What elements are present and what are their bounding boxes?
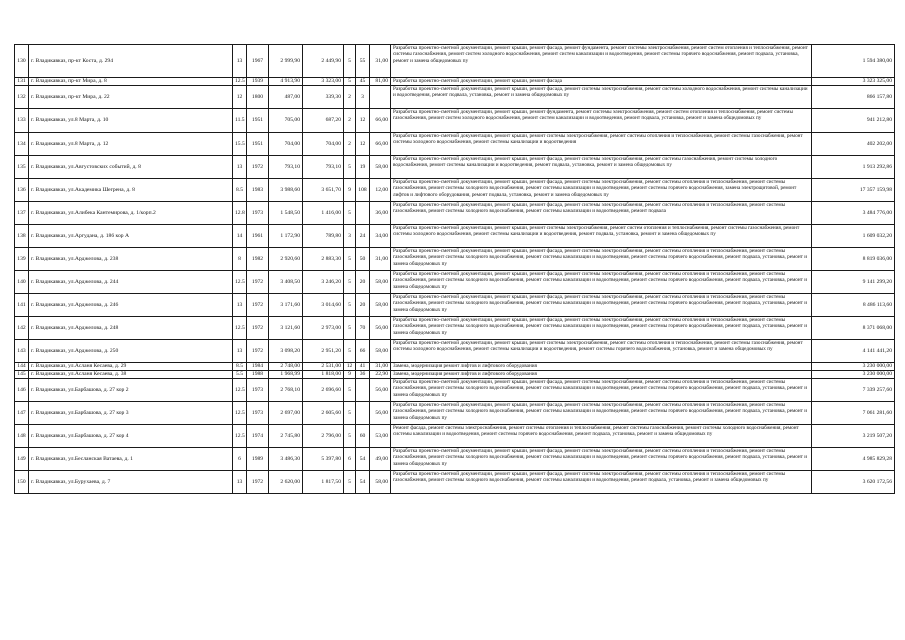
total-area-cell: 704,00	[269, 133, 303, 156]
living-area-cell: 704,00	[303, 133, 344, 156]
row-number-cell: 135	[15, 156, 29, 179]
row-number-cell: 149	[15, 448, 29, 471]
floors-cell: 5	[344, 156, 356, 179]
residents-cell: 58,00	[370, 156, 391, 179]
table-row	[15, 248, 895, 271]
work-types-cell: Разработка проектно-сметной документации, ремонт крыши, ремонт фасада, ремонт системы электроснабжения, ремонт системы отопления и теплоснабжения, ремонт системы газоснабжения, ремонт системы холодного водоснабжения, ремонт системы канализации и водоотведения, ремонт системы горячего водоснабжения, ремонт подвала, установка, ремонт и замена общедомовых пу	[391, 448, 812, 471]
address-cell: г. Владикавказ, ул.Арджелова, д. 246	[29, 294, 233, 317]
address-cell: г. Владикавказ, пр-кт Коста, д. 294	[29, 45, 233, 78]
total-area-cell: 2 745,80	[269, 425, 303, 448]
build-year-cell: 1988	[247, 371, 269, 379]
col-a-cell: 8	[233, 248, 247, 271]
total-area-cell: 2 920,60	[269, 248, 303, 271]
apartments-cell	[356, 202, 370, 225]
cost-cell: 9 141 299,20	[812, 271, 895, 294]
cost-cell: 8 371 068,00	[812, 317, 895, 340]
row-number-cell: 133	[15, 109, 29, 133]
apartments-cell: 41	[356, 363, 370, 371]
build-year-cell: 1972	[247, 156, 269, 179]
table-row	[15, 202, 895, 225]
address-cell: г. Владикавказ, ул.Арджелова, д. 250	[29, 340, 233, 363]
apartments-cell: 54	[356, 448, 370, 471]
floors-cell: 6	[344, 448, 356, 471]
work-types-cell: Разработка проектно-сметной документации, ремонт крыши, ремонт системы электроснабжения, ремонт системы отопления и теплоснабжения, ремонт системы газоснабжения, ремонт системы холодного водоснабжения, ремонт системы канализации и водоотведения, ремонт системы горячего водоснабжения, установка, ремонт и замена общедомовых пу	[391, 340, 812, 363]
row-number-cell: 142	[15, 317, 29, 340]
residents-cell: 12,00	[370, 179, 391, 202]
apartments-cell: 70	[356, 317, 370, 340]
floors-cell: 5	[344, 294, 356, 317]
floors-cell: 12	[344, 363, 356, 371]
table-row	[15, 371, 895, 379]
work-types-cell: Разработка проектно-сметной документации, ремонт крыши, ремонт фасада, ремонт системы электроснабжения, ремонт системы отопления и теплоснабжения, ремонт системы газоснабжения, ремонт системы холодного водоснабжения, ремонт системы канализации и водоотведения, ремонт системы горячего водоснабжения, ремонт подвала, установка, ремонт и замена общедомовых пу	[391, 317, 812, 340]
cost-cell: 3 323 325,00	[812, 78, 895, 86]
total-area-cell: 2 748,00	[269, 363, 303, 371]
living-area-cell: 2 796,00	[303, 425, 344, 448]
total-area-cell: 2 620,00	[269, 471, 303, 494]
total-area-cell: 4 913,90	[269, 78, 303, 86]
residents-cell: 58,00	[370, 471, 391, 494]
col-a-cell: 12.5	[233, 317, 247, 340]
living-area-cell: 2 449,90	[303, 45, 344, 78]
total-area-cell: 2 768,10	[269, 379, 303, 402]
residents-cell: 58,00	[370, 294, 391, 317]
col-a-cell: 14	[233, 225, 247, 248]
living-area-cell: 3 014,60	[303, 294, 344, 317]
residents-cell: 58,00	[370, 340, 391, 363]
work-types-cell: Разработка проектно-сметной документации, ремонт крыши, ремонт фасада, ремонт системы электроснабжения, ремонт системы отопления и теплоснабжения, ремонт системы газоснабжения, ремонт системы холодного водоснабжения, ремонт системы канализации и водоотведения, ремонт системы горячего водоснабжения, ремонт подвала, установка, ремонт и замена общедомовых пу	[391, 402, 812, 425]
work-types-cell: Разработка проектно-сметной документации, ремонт крыши, ремонт фасада, ремонт системы электроснабжения, ремонт системы отопления и теплоснабжения, ремонт системы газоснабжения, ремонт системы холодного водоснабжения, ремонт системы канализации и водоотведения, ремонт подвала	[391, 202, 812, 225]
living-area-cell: 3 323,00	[303, 78, 344, 86]
row-number-cell: 139	[15, 248, 29, 271]
row-number-cell: 141	[15, 294, 29, 317]
col-a-cell: 8.5	[233, 363, 247, 371]
col-a-cell: 8.5	[233, 179, 247, 202]
table-row	[15, 363, 895, 371]
row-number-cell: 150	[15, 471, 29, 494]
work-types-cell: Разработка проектно-сметной документации, ремонт крыши, ремонт фасада, ремонт системы электроснабжения, ремонт системы отопления и теплоснабжения, ремонт системы газоснабжения, ремонт системы холодного водоснабжения, ремонт системы канализации и водоотведения, ремонт системы горячего водоснабжения, ремонт подвала, установка, ремонт и замена общедомовых пу	[391, 248, 812, 271]
residents-cell: 31,00	[370, 45, 391, 78]
residents-cell	[370, 86, 391, 109]
floors-cell: 5	[344, 45, 356, 78]
build-year-cell: 1973	[247, 379, 269, 402]
cost-cell: 8 819 036,00	[812, 248, 895, 271]
work-types-cell: Разработка проектно-сметной документации, ремонт крыши, ремонт фасада, ремонт системы электроснабжения, ремонт системы отопления и теплоснабжения, ремонт системы газоснабжения, ремонт системы холодного водоснабжения, ремонт системы канализации и водоотведения, ремонт системы горячего водоснабжения, ремонт подвала, установка, ремонт и замена общедомовых пу	[391, 379, 812, 402]
table-row	[15, 471, 895, 494]
work-types-cell: Разработка проектно-сметной документации, ремонт крыши, ремонт фундамента, ремонт системы электроснабжения, ремонт систем отопления и теплоснабжения, ремонт системы газоснабжения, ремонт систем холодного водоснабжения, ремонт систем канализации и водоотведения, ремонт подвала, установка, ремонт и замена общедомовых пу	[391, 109, 812, 133]
build-year-cell: 1983	[247, 179, 269, 202]
total-area-cell: 3 408,50	[269, 271, 303, 294]
floors-cell: 2	[344, 86, 356, 109]
work-types-cell: Разработка проектно-сметной документации, ремонт крыши, ремонт системы электроснабжения, ремонт систем отопления и теплоснабжения, ремонт системы газоснабжения, ремонт системы холодного водоснабжения, ремонт системы канализации и водоотведения, ремонт подвала, установка, ремонт и замена общедомовых пу	[391, 225, 812, 248]
row-number-cell: 147	[15, 402, 29, 425]
row-number-cell: 148	[15, 425, 29, 448]
col-a-cell: 12.5	[233, 271, 247, 294]
build-year-cell: 1974	[247, 425, 269, 448]
living-area-cell: 687,20	[303, 109, 344, 133]
floors-cell: 9	[344, 371, 356, 379]
total-area-cell: 3 121,60	[269, 317, 303, 340]
table-row	[15, 448, 895, 471]
residents-cell: 58,00	[370, 271, 391, 294]
address-cell: г. Владикавказ, ул.Аргудана, д. 186 кор А	[29, 225, 233, 248]
address-cell: г. Владикавказ, ул.Августовских событий, д. 8	[29, 156, 233, 179]
residents-cell: 66,00	[370, 109, 391, 133]
table-row	[15, 379, 895, 402]
living-area-cell: 1 818,00	[303, 371, 344, 379]
floors-cell: 5	[344, 271, 356, 294]
apartments-cell: 3	[356, 86, 370, 109]
build-year-cell: 1972	[247, 340, 269, 363]
table-row	[15, 156, 895, 179]
build-year-cell: 1951	[247, 133, 269, 156]
work-types-cell: Разработка проектно-сметной документации, ремонт крыши, ремонт фасада, ремонт системы электроснабжения, ремонт системы газоснабжения, ремонт системы холодного водоснабжения, ремонт системы канализации и водоотведения, ремонт подвала, установка, ремонт и замена общедомовых пу	[391, 156, 812, 179]
total-area-cell: 2 999,90	[269, 45, 303, 78]
table-row	[15, 78, 895, 86]
living-area-cell: 3 246,20	[303, 271, 344, 294]
build-year-cell: 1982	[247, 248, 269, 271]
table-row	[15, 45, 895, 78]
total-area-cell: 2 697,00	[269, 402, 303, 425]
row-number-cell: 130	[15, 45, 29, 78]
apartments-cell: 60	[356, 425, 370, 448]
col-a-cell: 12	[233, 86, 247, 109]
cost-cell: 4 985 829,28	[812, 448, 895, 471]
address-cell: г. Владикавказ, ул.Барбашова, д. 27 кор 3	[29, 402, 233, 425]
cost-cell: 4 141 441,20	[812, 340, 895, 363]
living-area-cell: 2 951,20	[303, 340, 344, 363]
living-area-cell: 1 817,50	[303, 471, 344, 494]
build-year-cell: 1951	[247, 109, 269, 133]
build-year-cell: 1972	[247, 294, 269, 317]
cost-cell: 1 609 032,20	[812, 225, 895, 248]
table-row	[15, 225, 895, 248]
col-a-cell: 12.8	[233, 202, 247, 225]
work-types-cell: Разработка проектно-сметной документации, ремонт крыши, ремонт системы электроснабжения, ремонт системы отопления и теплоснабжения, ремонт системы газоснабжения, ремонт системы холодного водоснабжения, ремонт системы канализации и водоотведения	[391, 133, 812, 156]
work-types-cell: Разработка проектно-сметной документации, ремонт крыши, ремонт фасада	[391, 78, 812, 86]
apartments-cell: 24	[356, 225, 370, 248]
address-cell: г. Владикавказ, ул.Академика Шегрена, д. 8	[29, 179, 233, 202]
residents-cell: 34,00	[370, 225, 391, 248]
table-row	[15, 402, 895, 425]
total-area-cell: 3 171,60	[269, 294, 303, 317]
floors-cell: 5	[344, 248, 356, 271]
residents-cell: 49,00	[370, 448, 391, 471]
work-types-cell: Разработка проектно-сметной документации, ремонт крыши, ремонт фасада, ремонт системы электроснабжения, ремонт системы отопления и теплоснабжения, ремонт системы газоснабжения, ремонт системы холодного водоснабжения, ремонт системы канализации и водоотведения, ремонт системы горячего водоснабжения, ремонт подвала, установка, ремонт и замена общедомовых пу	[391, 271, 812, 294]
work-types-cell: Замена, модернизация ремонт лифтов и лифтового оборудования	[391, 363, 812, 371]
row-number-cell: 131	[15, 78, 29, 86]
residents-cell: 36,00	[370, 202, 391, 225]
cost-cell: 17 357 159,98	[812, 179, 895, 202]
col-a-cell: 13	[233, 340, 247, 363]
residents-cell: 56,00	[370, 402, 391, 425]
build-year-cell: 1972	[247, 271, 269, 294]
living-area-cell: 5 397,80	[303, 448, 344, 471]
cost-cell: 3 620 172,56	[812, 471, 895, 494]
cost-cell: 866 157,80	[812, 86, 895, 109]
floors-cell: 5	[344, 202, 356, 225]
work-types-cell: Замена, модернизация ремонт лифтов и лифтового оборудования	[391, 371, 812, 379]
total-area-cell: 3 098,20	[269, 340, 303, 363]
apartments-cell: 19	[356, 156, 370, 179]
row-number-cell: 134	[15, 133, 29, 156]
cost-cell: 1 913 292,86	[812, 156, 895, 179]
build-year-cell: 1973	[247, 402, 269, 425]
cost-cell: 7 061 281,60	[812, 402, 895, 425]
work-types-cell: Ремонт фасада, ремонт системы электроснабжения, ремонт системы отопления и теплоснабжения, ремонт системы газоснабжения, ремонт системы холодного водоснабжения, ремонт системы канализации и водоотведения, ремонт системы горячего водоснабжения, ремонт подвала, установка, ремонт и замена общедомовых пу	[391, 425, 812, 448]
work-types-cell: Разработка проектно-сметной документации, ремонт крыши, ремонт фасада, ремонт системы электроснабжения, ремонт системы отопления и теплоснабжения, ремонт системы газоснабжения, ремонт системы холодного водоснабжения, ремонт системы канализации и водоотведения, ремонт подвала, установка, ремонт и замена общедомовых пу	[391, 471, 812, 494]
living-area-cell: 793,10	[303, 156, 344, 179]
residents-cell: 66,00	[370, 133, 391, 156]
floors-cell: 5	[344, 471, 356, 494]
residents-cell: 31,00	[370, 248, 391, 271]
build-year-cell: 1939	[247, 78, 269, 86]
apartments-cell: 55	[356, 45, 370, 78]
floors-cell: 5	[344, 78, 356, 86]
address-cell: г. Владикавказ, ул.Алибека Кантемирова, д. 1/корп.2	[29, 202, 233, 225]
address-cell: г. Владикавказ, ул.Арджелова, д. 244	[29, 271, 233, 294]
cost-cell: 1 594 380,00	[812, 45, 895, 78]
row-number-cell: 140	[15, 271, 29, 294]
col-a-cell: 11.5	[233, 109, 247, 133]
cost-cell: 402 202,00	[812, 133, 895, 156]
repair-program-table	[14, 44, 895, 494]
total-area-cell: 1 172,90	[269, 225, 303, 248]
address-cell: г. Владикавказ, ул.Асланя Кесаева, д. 29	[29, 363, 233, 371]
floors-cell: 9	[344, 179, 356, 202]
table-row	[15, 425, 895, 448]
row-number-cell: 132	[15, 86, 29, 109]
build-year-cell: 1973	[247, 202, 269, 225]
residents-cell: 81,00	[370, 78, 391, 86]
address-cell: г. Владикавказ, ул.Арджелова, д. 238	[29, 248, 233, 271]
living-area-cell: 2 605,60	[303, 402, 344, 425]
apartments-cell: 66	[356, 340, 370, 363]
living-area-cell: 2 883,30	[303, 248, 344, 271]
total-area-cell: 793,10	[269, 156, 303, 179]
build-year-cell: 1800	[247, 86, 269, 109]
work-types-cell: Разработка проектно-сметной документации, ремонт крыши, ремонт фасада, ремонт фундамента, ремонт системы электроснабжения, ремонт систем отопления и теплоснабжения, ремонт системы газоснабжения, ремонт систем холодного водоснабжения, ремонт систем канализации и водоотведения, ремонт системы горячего водоснабжения, ремонт подвала, установка, ремонт и замена общедомовых пу	[391, 45, 812, 78]
address-cell: г. Владикавказ, ул.Барбашова, д. 27 кор 4	[29, 425, 233, 448]
cost-cell: 3 484 776,00	[812, 202, 895, 225]
apartments-cell: 108	[356, 179, 370, 202]
table-row	[15, 294, 895, 317]
build-year-cell: 1961	[247, 225, 269, 248]
row-number-cell: 138	[15, 225, 29, 248]
col-a-cell: 12.5	[233, 379, 247, 402]
work-types-cell: Разработка проектно-сметной документации, ремонт крыши, ремонт фасада, ремонт системы электроснабжения, ремонт системы отопления и теплоснабжения, ремонт системы газоснабжения, ремонт системы холодного водоснабжения, ремонт системы канализации и водоотведения, ремонт системы горячего водоснабжения, ремонт подвала, установка, ремонт и замена общедомовых пу	[391, 294, 812, 317]
floors-cell: 2	[344, 133, 356, 156]
build-year-cell: 1972	[247, 317, 269, 340]
col-a-cell: 13	[233, 471, 247, 494]
apartments-cell	[356, 379, 370, 402]
living-area-cell: 1 416,00	[303, 202, 344, 225]
total-area-cell: 1 968,99	[269, 371, 303, 379]
address-cell: г. Владикавказ, ул.Бесланская Ватаева, д. 1	[29, 448, 233, 471]
living-area-cell: 3 651,70	[303, 179, 344, 202]
build-year-cell: 1967	[247, 45, 269, 78]
floors-cell: 2	[344, 109, 356, 133]
floors-cell: 5	[344, 402, 356, 425]
cost-cell: 941 212,80	[812, 109, 895, 133]
col-a-cell: 13	[233, 156, 247, 179]
residents-cell: 56,00	[370, 317, 391, 340]
col-a-cell: 15.5	[233, 133, 247, 156]
floors-cell: 5	[344, 379, 356, 402]
address-cell: г. Владикавказ, пр-кт Мира, д. 22	[29, 86, 233, 109]
table-row	[15, 109, 895, 133]
col-a-cell: 12.5	[233, 78, 247, 86]
floors-cell: 5	[344, 340, 356, 363]
build-year-cell: 1984	[247, 363, 269, 371]
living-area-cell: 339,30	[303, 86, 344, 109]
table-row	[15, 133, 895, 156]
col-a-cell: 12.5	[233, 402, 247, 425]
cost-cell: 3 230 000,00	[812, 363, 895, 371]
living-area-cell: 789,80	[303, 225, 344, 248]
row-number-cell: 143	[15, 340, 29, 363]
col-a-cell: 5.5	[233, 371, 247, 379]
table-row	[15, 271, 895, 294]
col-a-cell: 6	[233, 448, 247, 471]
living-area-cell: 2 696,60	[303, 379, 344, 402]
work-types-cell: Разработка проектно-сметной документации, ремонт крыши, ремонт фасада, ремонт системы электроснабжения, ремонт системы отопления и теплоснабжения, ремонт системы газоснабжения, ремонт системы холодного водоснабжения, ремонт системы канализации и водоотведения, ремонт системы горячего водоснабжения, замена электрощитовой, ремонт лифтов и лифтового оборудования, ремонт подвала, установка, ремонт и замена общедомовых пу	[391, 179, 812, 202]
apartments-cell: 50	[356, 248, 370, 271]
cost-cell: 3 219 507,20	[812, 425, 895, 448]
floors-cell: 3	[344, 225, 356, 248]
row-number-cell: 144	[15, 363, 29, 371]
cost-cell: 3 230 000,00	[812, 371, 895, 379]
total-area-cell: 3 486,30	[269, 448, 303, 471]
cost-cell: 7 339 257,60	[812, 379, 895, 402]
residents-cell: 53,00	[370, 425, 391, 448]
total-area-cell: 3 988,60	[269, 179, 303, 202]
address-cell: г. Владикавказ, ул.8 Марта, д. 12	[29, 133, 233, 156]
floors-cell: 5	[344, 317, 356, 340]
address-cell: г. Владикавказ, пр-кт Мира, д. 8	[29, 78, 233, 86]
apartments-cell: 54	[356, 471, 370, 494]
residents-cell: 31,00	[370, 363, 391, 371]
apartments-cell	[356, 402, 370, 425]
address-cell: г. Владикавказ, ул.Барбашова, д. 27 кор 2	[29, 379, 233, 402]
build-year-cell: 1972	[247, 471, 269, 494]
address-cell: г. Владикавказ, ул.Арджелова, д. 248	[29, 317, 233, 340]
floors-cell: 5	[344, 425, 356, 448]
col-a-cell: 13	[233, 294, 247, 317]
col-a-cell: 13	[233, 45, 247, 78]
apartments-cell: 12	[356, 109, 370, 133]
residents-cell: 56,00	[370, 379, 391, 402]
work-types-cell: Разработка проектно-сметной документации, ремонт крыши, ремонт фасада, ремонт системы электроснабжения, ремонт системы холодного водоснабжения, ремонт системы канализации и водоотведения, ремонт подвала, установка, ремонт и замена общедомовых пу	[391, 86, 812, 109]
apartments-cell: 20	[356, 271, 370, 294]
address-cell: г. Владикавказ, ул.8 Марта, д. 10	[29, 109, 233, 133]
apartments-cell: 20	[356, 294, 370, 317]
address-cell: г. Владикавказ, ул.Бурухаева, д. 7	[29, 471, 233, 494]
row-number-cell: 137	[15, 202, 29, 225]
col-a-cell: 12.5	[233, 425, 247, 448]
row-number-cell: 145	[15, 371, 29, 379]
living-area-cell: 2 531,00	[303, 363, 344, 371]
apartments-cell: 45	[356, 78, 370, 86]
apartments-cell: 12	[356, 133, 370, 156]
table-row	[15, 179, 895, 202]
table-row	[15, 86, 895, 109]
build-year-cell: 1989	[247, 448, 269, 471]
cost-cell: 8 486 113,60	[812, 294, 895, 317]
row-number-cell: 146	[15, 379, 29, 402]
total-area-cell: 487,00	[269, 86, 303, 109]
living-area-cell: 2 973,00	[303, 317, 344, 340]
residents-cell: 22,90	[370, 371, 391, 379]
table-row	[15, 340, 895, 363]
total-area-cell: 1 548,50	[269, 202, 303, 225]
address-cell: г. Владикавказ, ул.Асланя Кесаева, д. 38	[29, 371, 233, 379]
total-area-cell: 705,00	[269, 109, 303, 133]
apartments-cell: 36	[356, 371, 370, 379]
table-row	[15, 317, 895, 340]
row-number-cell: 136	[15, 179, 29, 202]
